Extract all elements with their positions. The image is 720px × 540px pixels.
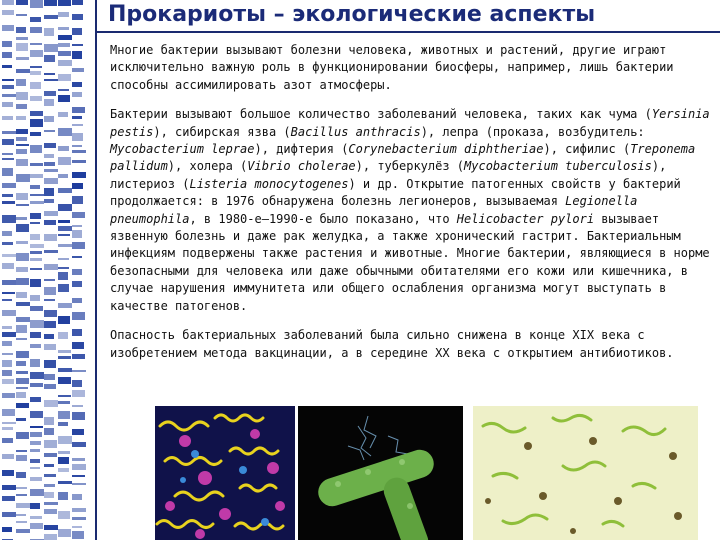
barcode-band xyxy=(2,52,12,58)
barcode-band xyxy=(16,378,29,384)
barcode-band xyxy=(58,43,70,47)
barcode-band xyxy=(2,41,12,47)
barcode-band xyxy=(44,178,58,184)
barcode-band xyxy=(72,312,85,320)
barcode-band xyxy=(30,295,40,301)
barcode-band xyxy=(30,132,41,136)
barcode-band xyxy=(2,263,14,269)
barcode-band xyxy=(16,302,30,306)
barcode-band xyxy=(72,212,85,218)
barcode-band xyxy=(2,201,15,204)
barcode-band xyxy=(30,145,42,153)
species-name: Yersinia pestis xyxy=(110,107,710,139)
species-name: Mycobacterium leprae xyxy=(110,142,255,157)
barcode-band xyxy=(58,377,71,384)
text-run: ), холера ( xyxy=(167,159,248,174)
barcode-band xyxy=(58,35,72,40)
barcode-band xyxy=(2,254,16,257)
barcode-band xyxy=(44,44,58,52)
barcode-band xyxy=(58,0,71,6)
barcode-band xyxy=(2,370,12,376)
barcode-band xyxy=(58,267,69,269)
barcode-band xyxy=(44,55,55,62)
barcode-band xyxy=(58,60,72,66)
paragraph-vaccination: Опасность бактериальных заболеваний была сильно снижена в конце XIX века с изобретением метода вакцинации, а в середине XX века с открытием антибиотиков. xyxy=(110,328,674,360)
barcode-band xyxy=(72,145,82,147)
barcode-band xyxy=(44,220,56,225)
barcode-band xyxy=(72,256,82,258)
barcode-band xyxy=(16,292,27,298)
barcode-band xyxy=(16,204,29,206)
text-run: , в 1980-е—1990-е было показано, что xyxy=(189,211,457,226)
barcode-band xyxy=(2,116,13,120)
barcode-band xyxy=(44,334,54,339)
barcode-band xyxy=(44,73,55,75)
species-name: Corynebacterium diphtheriae xyxy=(348,142,544,157)
barcode-band xyxy=(16,361,26,366)
barcode-band xyxy=(44,28,54,36)
barcode-band xyxy=(72,172,86,178)
barcode-band xyxy=(30,332,41,338)
species-name: Listeria monocytogenes xyxy=(189,176,349,191)
barcode-band xyxy=(44,234,57,241)
barcode-band xyxy=(44,188,54,196)
barcode-band xyxy=(58,356,71,359)
bacteria-photo-cocci xyxy=(473,406,698,540)
barcode-band xyxy=(44,250,58,253)
barcode-band xyxy=(30,251,42,254)
barcode-band xyxy=(16,278,29,285)
barcode-band xyxy=(72,342,84,349)
barcode-band xyxy=(30,119,43,127)
barcode-band xyxy=(30,27,42,33)
barcode-band xyxy=(72,92,82,97)
barcode-band xyxy=(72,68,84,72)
barcode-band xyxy=(58,272,68,280)
barcode-band xyxy=(30,163,43,166)
text-run: ), сибирская язва ( xyxy=(153,124,291,139)
barcode-band xyxy=(58,316,70,324)
barcode-band xyxy=(58,368,72,372)
barcode-band xyxy=(16,159,28,166)
paragraph-intro: Многие бактерии вызывают болезни человека, животных и растений, другие играют исключительно важную роль в функционировании биосферы, например, лишь бактерии способны ассимилировать азот атмосферы. xyxy=(110,43,674,92)
barcode-band xyxy=(44,321,56,328)
barcode-band xyxy=(16,267,28,272)
barcode-band xyxy=(16,144,29,146)
barcode-band xyxy=(58,188,72,193)
barcode-band xyxy=(58,258,69,260)
barcode-band xyxy=(44,374,55,380)
barcode-band xyxy=(2,168,13,176)
barcode-band xyxy=(30,194,44,196)
barcode-band xyxy=(72,269,82,275)
barcode-band xyxy=(16,351,29,358)
barcode-band xyxy=(2,360,12,367)
barcode-band xyxy=(2,231,12,236)
barcode-band xyxy=(2,280,16,285)
barcode-band xyxy=(30,111,43,116)
barcode-band xyxy=(72,380,82,387)
barcode-band xyxy=(72,298,82,303)
barcode-band xyxy=(16,253,29,261)
species-name: Mycobacterium tuberculosis xyxy=(464,159,652,174)
barcode-band xyxy=(30,174,43,178)
barcode-band xyxy=(44,264,58,270)
barcode-band xyxy=(30,306,43,311)
barcode-band xyxy=(30,234,40,240)
text-run: Бактерии вызывают большое количество заболеваний человека, таких как чума ( xyxy=(110,107,652,122)
barcode-band xyxy=(44,162,55,166)
barcode-band xyxy=(58,112,68,117)
barcode-band xyxy=(16,116,26,120)
barcode-band xyxy=(2,332,16,337)
barcode-band xyxy=(72,183,83,189)
slide-title: Прокариоты – экологические аспекты xyxy=(108,2,596,27)
barcode-band xyxy=(58,146,69,151)
barcode-band xyxy=(30,268,42,270)
barcode-band xyxy=(44,299,55,301)
barcode-band xyxy=(58,27,69,30)
barcode-band xyxy=(30,258,42,261)
barcode-band xyxy=(44,199,54,203)
text-run: вызывает язвенную болезнь и даже рак желудка, а также хронический гастрит. Бактериальным инфекциям подвержены также растения и животные. Многие бактерии, являющиеся в норме безопасными для человека или даже обычными обитателями его кожи или кишечника, в случае нарушения иммунитета или общего ослабления организма могут выступать в качестве патогенов. xyxy=(110,211,710,313)
barcode-band xyxy=(30,66,42,68)
barcode-band xyxy=(58,74,71,81)
photo-strip xyxy=(0,406,720,540)
barcode-band xyxy=(58,284,69,292)
barcode-band xyxy=(30,383,43,387)
barcode-band xyxy=(16,392,26,398)
barcode-band xyxy=(30,0,43,8)
barcode-band xyxy=(16,317,30,322)
barcode-band xyxy=(44,279,55,281)
barcode-band xyxy=(16,0,28,5)
barcode-band xyxy=(16,193,28,200)
species-name: Legionella pneumophila xyxy=(110,194,638,226)
barcode-band xyxy=(16,174,30,182)
barcode-band xyxy=(16,241,28,244)
barcode-band xyxy=(16,57,29,60)
barcode-band xyxy=(72,133,83,141)
barcode-band xyxy=(72,354,85,359)
barcode-band xyxy=(16,27,26,33)
barcode-band xyxy=(2,94,16,97)
bacteria-photo-bacillus xyxy=(298,406,463,540)
barcode-band xyxy=(72,28,82,35)
barcode-band xyxy=(2,292,15,294)
barcode-band xyxy=(44,169,58,172)
barcode-band xyxy=(2,65,12,68)
barcode-band xyxy=(44,79,58,81)
barcode-band xyxy=(2,10,14,15)
barcode-band xyxy=(58,220,70,223)
barcode-band xyxy=(58,350,71,353)
barcode-band xyxy=(30,71,41,75)
barcode-band xyxy=(2,341,12,346)
barcode-band xyxy=(30,50,43,57)
barcode-band xyxy=(58,174,68,178)
barcode-band xyxy=(2,153,13,155)
barcode-band xyxy=(72,390,85,397)
barcode-band xyxy=(72,281,82,287)
barcode-band xyxy=(44,15,58,19)
paragraph-diseases xyxy=(110,106,710,315)
barcode-band xyxy=(16,371,28,374)
barcode-band xyxy=(2,353,13,355)
barcode-band xyxy=(16,79,26,86)
barcode-band xyxy=(58,395,71,397)
barcode-band xyxy=(58,234,70,236)
barcode-band xyxy=(72,196,83,204)
barcode-band xyxy=(58,303,72,308)
text-run: ), сифилис ( xyxy=(543,142,631,157)
barcode-band xyxy=(72,242,85,249)
barcode-band xyxy=(16,43,28,51)
barcode-band xyxy=(30,320,44,328)
barcode-band xyxy=(2,25,14,31)
barcode-band xyxy=(30,43,42,45)
barcode-band xyxy=(16,129,28,134)
barcode-band xyxy=(16,387,28,389)
barcode-band xyxy=(2,194,13,197)
barcode-band xyxy=(2,393,15,398)
barcode-band xyxy=(72,160,86,163)
barcode-band xyxy=(2,102,13,107)
barcode-band xyxy=(58,332,68,339)
barcode-band xyxy=(16,137,27,141)
bacteria-photo-treponema xyxy=(155,406,295,540)
barcode-band xyxy=(44,143,56,148)
barcode-band xyxy=(2,158,14,160)
barcode-band xyxy=(16,217,27,220)
barcode-band xyxy=(72,225,82,227)
species-name: Treponema pallidum xyxy=(110,142,696,174)
barcode-band xyxy=(58,226,72,231)
barcode-band xyxy=(44,310,57,317)
barcode-band xyxy=(72,329,82,336)
barcode-band xyxy=(16,149,27,154)
barcode-band xyxy=(72,150,86,153)
barcode-band xyxy=(58,89,69,91)
barcode-band xyxy=(72,370,86,372)
barcode-band xyxy=(16,224,29,232)
barcode-band xyxy=(2,215,16,223)
barcode-band xyxy=(44,287,56,295)
barcode-band xyxy=(30,17,41,22)
barcode-band xyxy=(30,96,42,101)
barcode-band xyxy=(44,0,57,6)
barcode-band xyxy=(16,92,28,100)
barcode-band xyxy=(30,185,40,189)
text-run: ) и др. Открытие патогенных свойств у бактерий продолжается: в 1976 обнаружена болезнь легионеров, вызываемая xyxy=(110,176,681,209)
barcode-band xyxy=(72,230,82,238)
species-name: Helicobacter pylori xyxy=(456,211,595,226)
title-underline xyxy=(95,31,720,33)
barcode-band xyxy=(2,183,16,188)
text-run: ), туберкулёз ( xyxy=(355,159,465,174)
barcode-band xyxy=(2,79,14,81)
barcode-band xyxy=(44,344,56,350)
species-name: Vibrio cholerae xyxy=(247,159,356,174)
barcode-band xyxy=(16,69,30,73)
barcode-band xyxy=(58,128,72,136)
barcode-band xyxy=(58,51,71,56)
barcode-band xyxy=(2,242,13,245)
barcode-band xyxy=(30,344,41,348)
barcode-band xyxy=(44,360,56,368)
text-run: ), лепра (проказа, возбудитель: xyxy=(420,124,645,139)
barcode-band xyxy=(2,326,12,329)
barcode-band xyxy=(44,91,56,96)
barcode-band xyxy=(16,37,28,40)
barcode-band xyxy=(44,116,54,122)
barcode-band xyxy=(16,325,27,333)
barcode-band xyxy=(2,310,16,316)
barcode-band xyxy=(30,244,44,248)
barcode-band xyxy=(30,372,44,379)
barcode-band xyxy=(44,130,55,132)
barcode-band xyxy=(30,397,41,402)
barcode-band xyxy=(2,379,14,384)
barcode-band xyxy=(72,14,83,20)
barcode-band xyxy=(16,338,27,340)
barcode-band xyxy=(30,213,41,219)
species-name: Bacillus anthracis xyxy=(290,124,421,139)
barcode-band xyxy=(44,99,54,106)
barcode-band xyxy=(72,124,83,126)
barcode-band xyxy=(72,0,83,5)
barcode-band xyxy=(30,279,41,287)
text-run: ), листериоз ( xyxy=(110,159,667,191)
slide-body xyxy=(110,42,710,374)
barcode-band xyxy=(30,201,44,204)
barcode-band xyxy=(30,82,41,89)
barcode-band xyxy=(72,82,82,87)
barcode-band xyxy=(58,95,70,102)
barcode-band xyxy=(58,401,70,404)
barcode-band xyxy=(58,157,71,165)
barcode-band xyxy=(72,44,83,46)
barcode-band xyxy=(44,211,58,216)
barcode-band xyxy=(16,104,27,109)
barcode-band xyxy=(16,14,27,16)
barcode-band xyxy=(58,204,72,211)
text-run: ), дифтерия ( xyxy=(254,142,349,157)
barcode-band xyxy=(72,51,82,59)
barcode-band xyxy=(44,154,54,158)
barcode-band xyxy=(58,244,72,247)
barcode-band xyxy=(30,359,40,367)
barcode-band xyxy=(58,12,69,17)
barcode-band xyxy=(30,222,40,224)
barcode-band xyxy=(72,107,85,113)
barcode-band xyxy=(2,131,16,134)
barcode-band xyxy=(44,384,56,389)
barcode-band xyxy=(2,139,14,145)
barcode-band xyxy=(2,0,14,5)
barcode-band xyxy=(2,299,12,301)
barcode-band xyxy=(72,116,82,119)
barcode-band xyxy=(2,85,14,89)
